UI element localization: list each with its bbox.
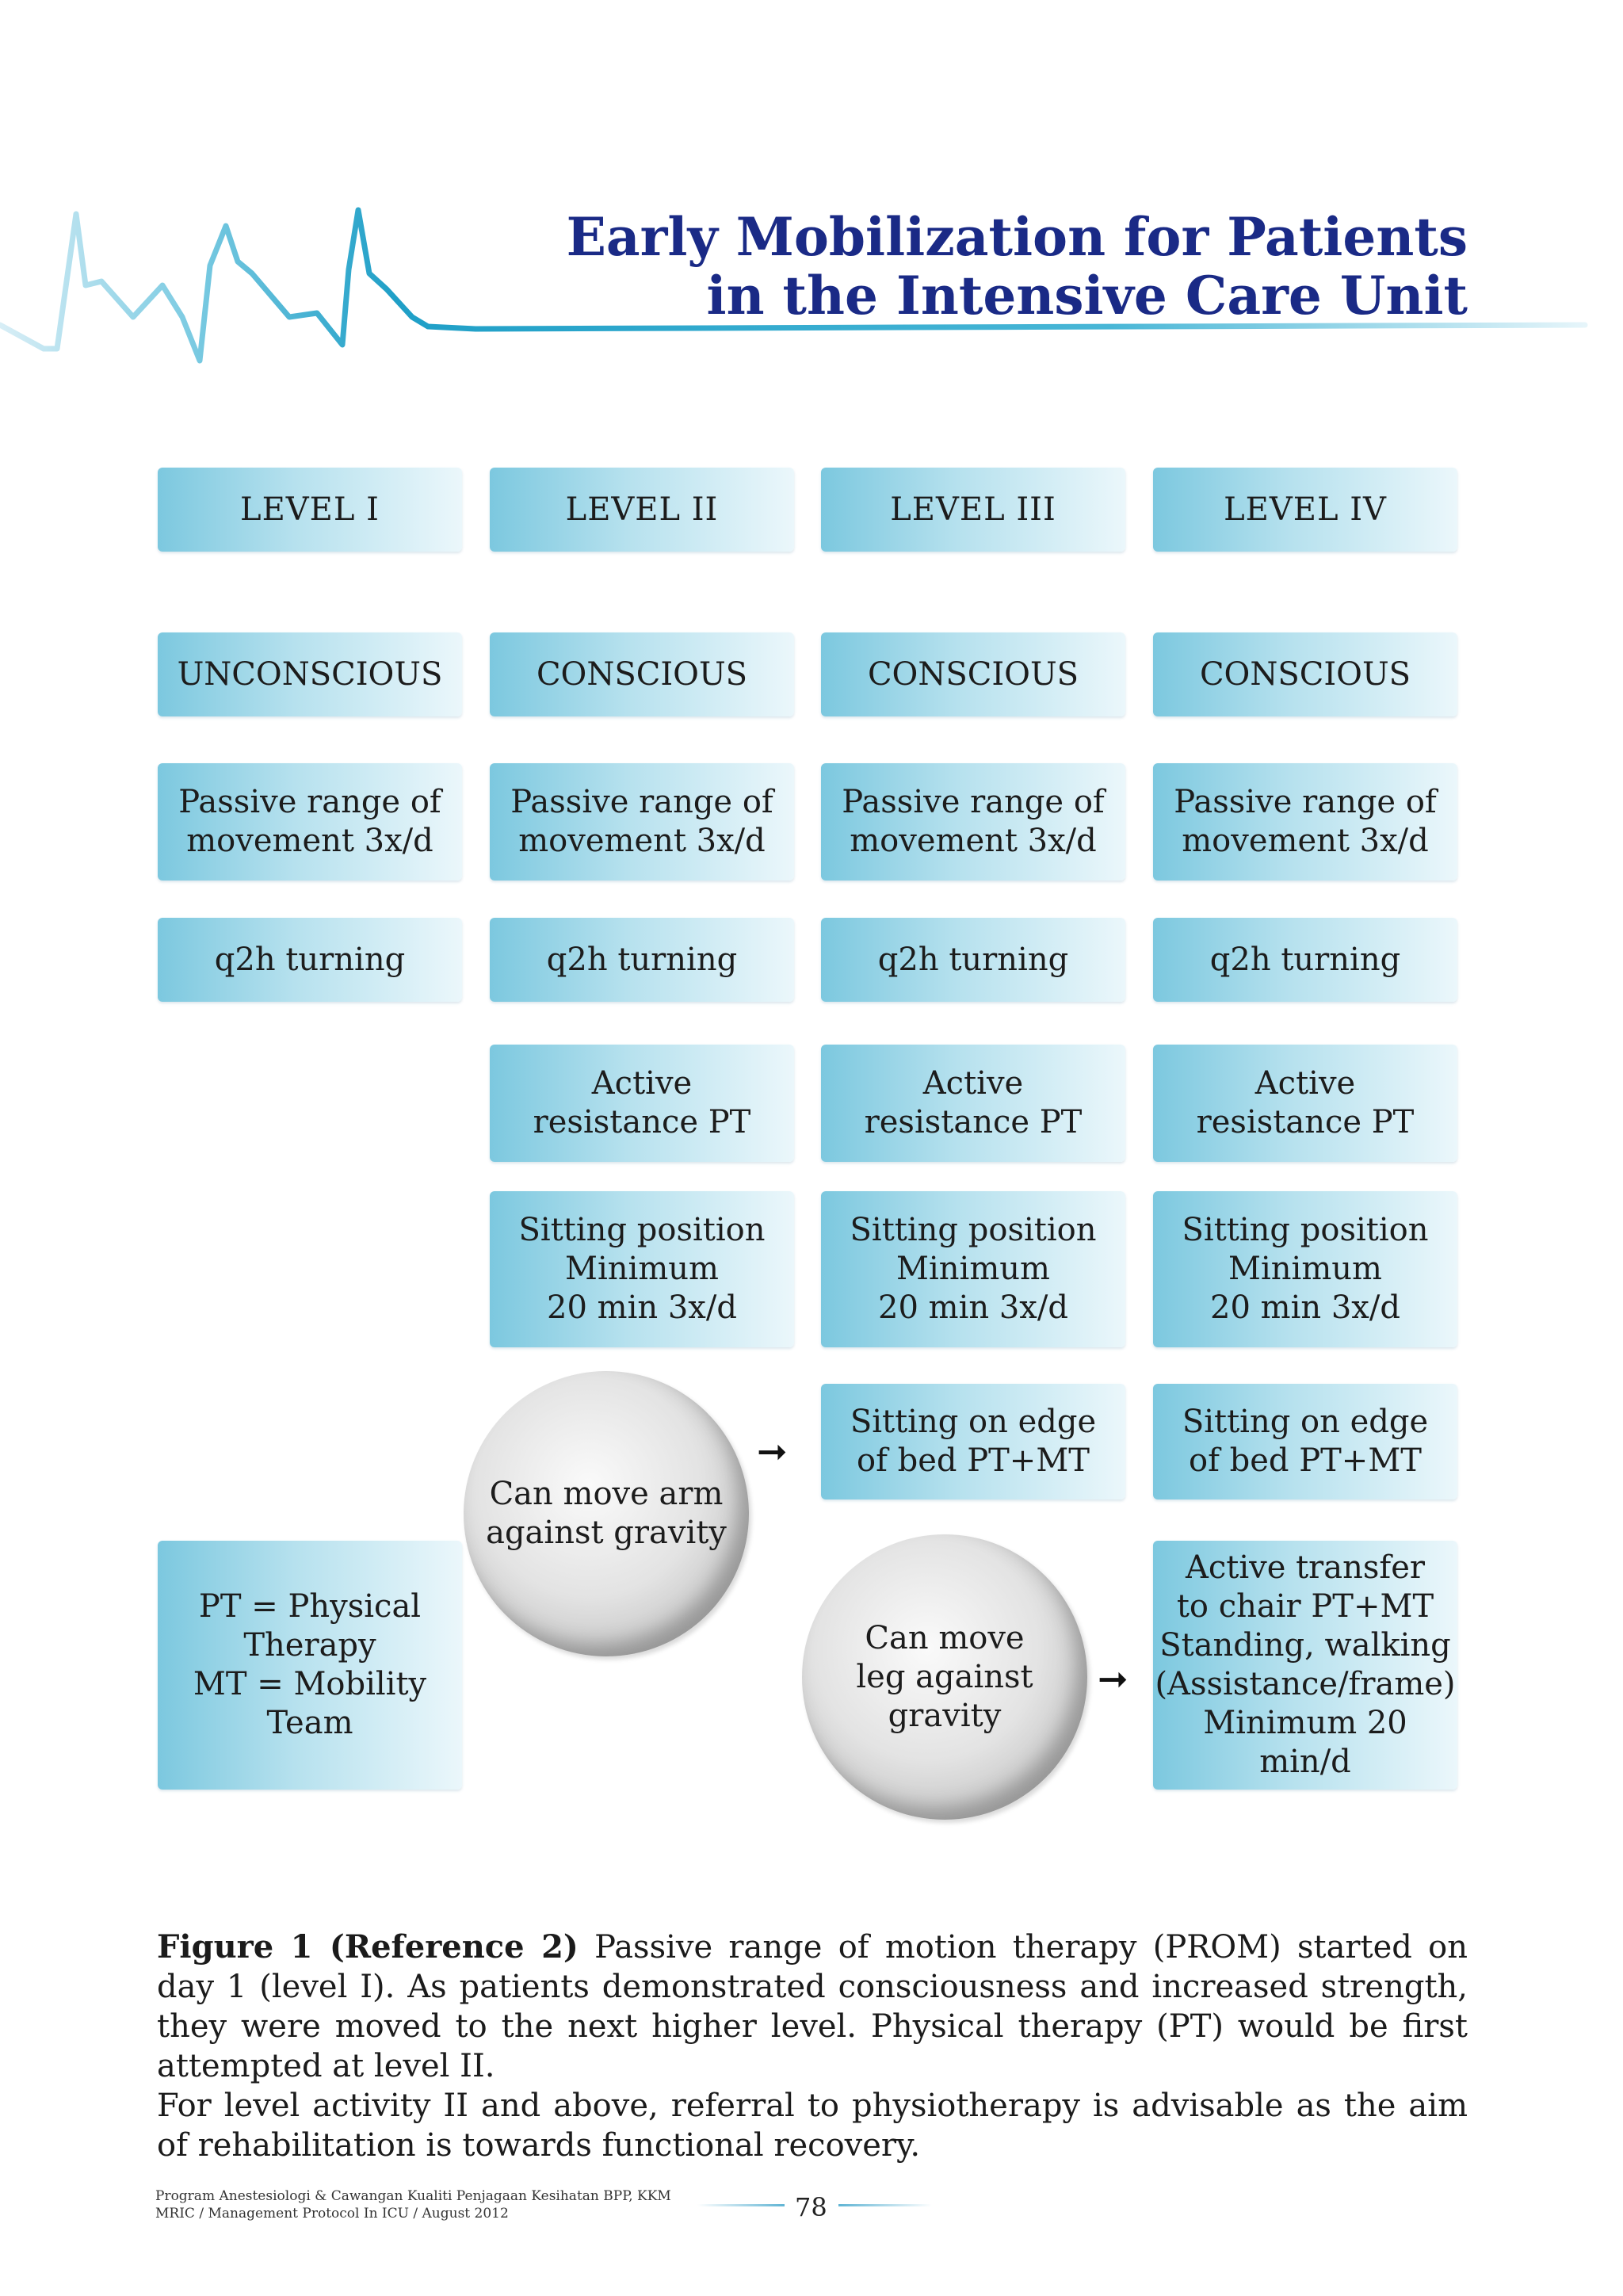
consciousness-level-4	[1153, 632, 1457, 716]
legend-text: PT = Physical Therapy MT = Mobility Team	[193, 1588, 427, 1741]
footer-divider-left	[697, 2204, 785, 2206]
page-number: 78	[795, 2192, 827, 2222]
level-header-label: LEVEL III	[890, 491, 1056, 528]
turning-label: q2h turning	[546, 941, 738, 978]
consciousness-label: CONSCIOUS	[1199, 655, 1411, 693]
prom-box-level-4	[1153, 763, 1457, 881]
active-resistance-box-level-2	[490, 1045, 794, 1162]
active-resistance-box-level-4	[1153, 1045, 1457, 1162]
prom-label: Passive range of movement 3x/d	[178, 784, 441, 859]
caption-label: Figure 1 (Reference 2)	[157, 1928, 579, 1966]
level-header-2	[490, 468, 794, 552]
level-header-1	[158, 468, 462, 552]
caption-text-2: For level activity II and above, referral to physiotherapy is advisable as the aim of rehabilitation is towards functional recovery.	[157, 2088, 1468, 2164]
level-header-label: LEVEL IV	[1224, 491, 1387, 528]
consciousness-level-1	[158, 632, 462, 716]
page-title	[567, 208, 1468, 325]
prom-label: Passive range of movement 3x/d	[842, 784, 1105, 859]
criterion-leg-circle	[802, 1534, 1087, 1820]
turning-label: q2h turning	[214, 941, 406, 978]
sitting-position-label: Sitting position Minimum 20 min 3x/d	[850, 1212, 1097, 1326]
legend-box	[158, 1541, 462, 1790]
prom-label: Passive range of movement 3x/d	[1174, 784, 1437, 859]
footer-line-1: Program Anestesiologi & Cawangan Kualiti Penjagaan Kesihatan BPP, KKM	[155, 2188, 671, 2204]
turning-box-level-4	[1153, 918, 1457, 1002]
title-line-1: Early Mobilization for Patients	[566, 206, 1468, 268]
sitting-position-label: Sitting position Minimum 20 min 3x/d	[1182, 1212, 1429, 1326]
footer-line-2: MRIC / Management Protocol In ICU / August 2012	[155, 2206, 509, 2222]
sitting-position-box-level-4	[1153, 1191, 1457, 1347]
title-line-2: in the Intensive Care Unit	[706, 265, 1468, 327]
arrow-right-icon: ➞	[1098, 1657, 1128, 1700]
criterion-arm-label: Can move arm against gravity	[486, 1476, 727, 1551]
criterion-leg-label: Can move leg against gravity	[856, 1619, 1033, 1734]
active-resistance-label: Active resistance PT	[864, 1065, 1083, 1140]
level-header-label: LEVEL I	[240, 491, 380, 528]
level-header-label: LEVEL II	[565, 491, 719, 528]
footer-divider-right	[838, 2204, 932, 2206]
active-transfer-box-level-4	[1153, 1541, 1457, 1790]
consciousness-label: UNCONSCIOUS	[177, 655, 443, 693]
turning-box-level-1	[158, 918, 462, 1002]
turning-label: q2h turning	[877, 941, 1069, 978]
active-resistance-label: Active resistance PT	[1196, 1065, 1415, 1140]
consciousness-level-3	[821, 632, 1125, 716]
edge-of-bed-box-level-3	[821, 1384, 1125, 1499]
level-header-4	[1153, 468, 1457, 552]
turning-label: q2h turning	[1209, 941, 1401, 978]
arrow-right-icon: ➞	[757, 1430, 788, 1473]
turning-box-level-3	[821, 918, 1125, 1002]
sitting-position-box-level-3	[821, 1191, 1125, 1347]
consciousness-label: CONSCIOUS	[867, 655, 1079, 693]
consciousness-label: CONSCIOUS	[536, 655, 748, 693]
footer-text	[155, 2187, 671, 2222]
sitting-position-label: Sitting position Minimum 20 min 3x/d	[518, 1212, 766, 1326]
edge-of-bed-box-level-4	[1153, 1384, 1457, 1499]
active-resistance-box-level-3	[821, 1045, 1125, 1162]
caption-text-1: Passive range of motion therapy (PROM) started on day 1 (level I). As patients demonstrated consciousness and increased strength, they were moved to the next higher level. Physical therapy (PT) would be first attempted at level II.	[157, 1929, 1468, 2084]
prom-box-level-3	[821, 763, 1125, 881]
prom-box-level-1	[158, 763, 462, 881]
criterion-arm-circle	[464, 1371, 749, 1656]
sitting-position-box-level-2	[490, 1191, 794, 1347]
figure-caption	[157, 1927, 1468, 2165]
edge-of-bed-label: Sitting on edge of bed PT+MT	[1182, 1404, 1429, 1479]
active-transfer-label: Active transfer to chair PT+MT Standing, walking (Assistance/frame) Minimum 20 min/d	[1155, 1549, 1456, 1780]
turning-box-level-2	[490, 918, 794, 1002]
prom-box-level-2	[490, 763, 794, 881]
edge-of-bed-label: Sitting on edge of bed PT+MT	[850, 1404, 1097, 1479]
active-resistance-label: Active resistance PT	[533, 1065, 751, 1140]
consciousness-level-2	[490, 632, 794, 716]
prom-label: Passive range of movement 3x/d	[510, 784, 773, 859]
level-header-3	[821, 468, 1125, 552]
